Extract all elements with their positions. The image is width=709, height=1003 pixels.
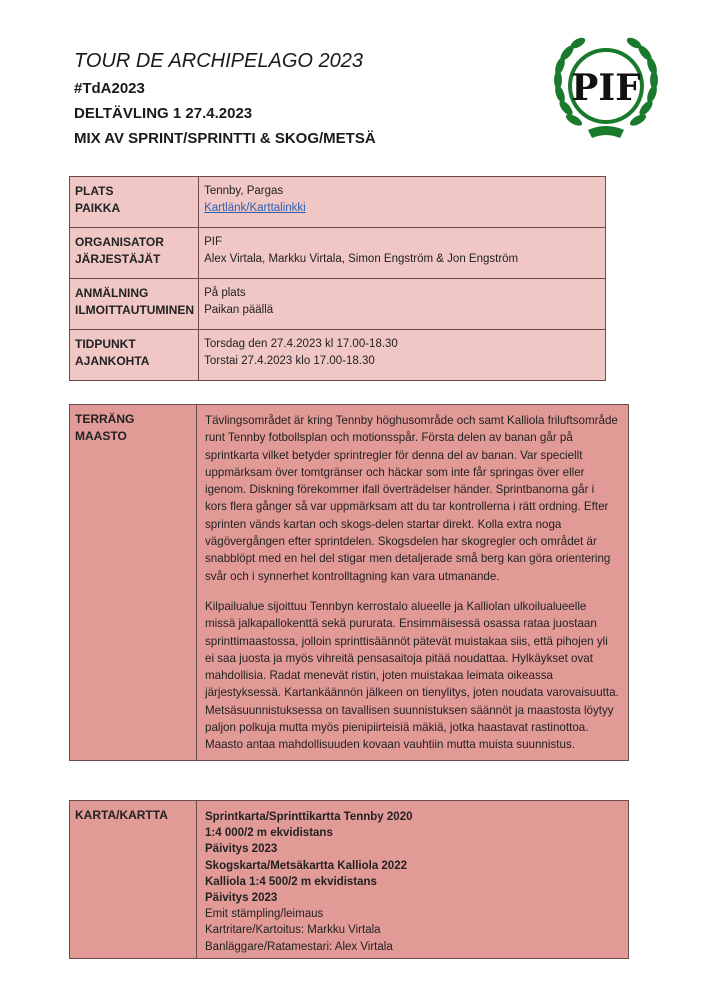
hashtag: #TdA2023 — [74, 80, 145, 97]
course-setter: Banläggare/Ratamestari: Alex Virtala — [205, 940, 393, 953]
map-details: Sprintkarta/Sprinttikartta Tennby 2020 1:4 000/2 m ekvidistans Päivitys 2023 Skogskarta/Metsäkartta Kalliola 2022 Kalliola 1:4 500/2 m ekvidistans Päivitys 2023 Emit stämpling/leimaus Kartritare/Kartoitus: Markku Virtala Banläggare/Ratamestari: Alex Virtala — [197, 801, 629, 959]
map-label: KARTA/KARTTA — [70, 801, 197, 959]
location-text: Tennby, Pargas — [204, 185, 284, 197]
organizer-label: ORGANISATOR JÄRJESTÄJÄT — [70, 228, 199, 279]
stage-title: DELTÄVLING 1 27.4.2023 — [74, 105, 253, 122]
logo-text: PIF — [571, 67, 641, 109]
terrain-label: TERRÄNG MAASTO — [70, 405, 197, 761]
time-value: Torsdag den 27.4.2023 kl 17.00-18.30 Torstai 27.4.2023 klo 17.00-18.30 — [199, 330, 606, 381]
event-type: MIX AV SPRINT/SPRINTTI & SKOG/METSÄ — [74, 130, 376, 147]
document-header — [74, 48, 376, 151]
terrain-table — [69, 404, 629, 761]
organizer-value — [199, 228, 606, 279]
info-row-time — [70, 330, 606, 381]
info-row-location — [70, 177, 606, 228]
location-label: PLATS PAIKKA — [70, 177, 199, 228]
map-link[interactable]: Kartlänk/Karttalinkki — [204, 202, 306, 214]
laurel-wreath-logo — [548, 30, 664, 146]
organizer-club: PIF — [204, 236, 222, 248]
mapper: Kartritare/Kartoitus: Markku Virtala — [205, 924, 381, 937]
info-table — [69, 176, 606, 381]
registration-label: ANMÄLNING ILMOITTAUTUMINEN — [70, 279, 199, 330]
document-title: TOUR DE ARCHIPELAGO 2023 — [74, 50, 363, 72]
info-row-organizer — [70, 228, 606, 279]
terrain-text-finnish: Kilpailualue sijoittuu Tennbyn kerrostalo alueelle ja Kalliolan ulkoilualueelle missä jalkapallokenttä sekä pururata. Ensimmäisessä osassa rataa juostaan sprinttimaastossa, jolloin sprinttisäännöt pätevät muistakaa siis, että pihojen yli ei saa juosta ja myös vihreitä pensasaitoja pitää noudattaa. Hylkäykset ovat mahdollisia. Radat menevät ristin, joten muistakaa leimata oikeassa järjestyksessä. Kartankäännön jälkeen on tienylitys, joten noudata varovaisuutta. Metsäsuunnistuksessa on tavallisen suunnistuksen säännöt ja maastosta löytyy paljon polkuja mutta myös pienipiirteisiä mäkiä, jotka haastavat rastinottoa. Maasto antaa mahdollisuuden kovaan vauhtiin mutta muista suunnistus. — [205, 599, 619, 752]
terrain-description — [197, 405, 629, 761]
location-value — [199, 177, 606, 228]
terrain-text-swedish: Tävlingsområdet är kring Tennby höghusområde och samt Kalliola friluftsområde runt Tennby fotbollsplan och motionsspår. Första delen av banan går på sprintkarta vilket betyder sprintregler för denna del av banan. Var speciellt uppmärksam över tomtgränser och häckar som inte får springas över eller igenom. Diskning förekommer ifall överträdelser händer. Sprintbanorna går i kors flera gånger så var uppmärksam att du tar kontrollerna i rätt ordning. Efter sprinten vänds kartan och skogs-delen startar direkt. Kolla extra noga vägövergången efter sprintdelen. Skogsdelen har skogregler och området är snabblöpt med en hel del stigar men detaljerade små berg kan göra orientering svår och i synnerhet kontrolltagning kan vara utmanande. — [205, 414, 618, 583]
organizer-people: Alex Virtala, Markku Virtala, Simon Engström & Jon Engström — [204, 253, 519, 265]
map-table — [69, 800, 629, 959]
punching-system: Emit stämpling/leimaus — [205, 908, 324, 921]
info-row-registration — [70, 279, 606, 330]
registration-value: På plats Paikan päällä — [199, 279, 606, 330]
time-label: TIDPUNKT AJANKOHTA — [70, 330, 199, 381]
